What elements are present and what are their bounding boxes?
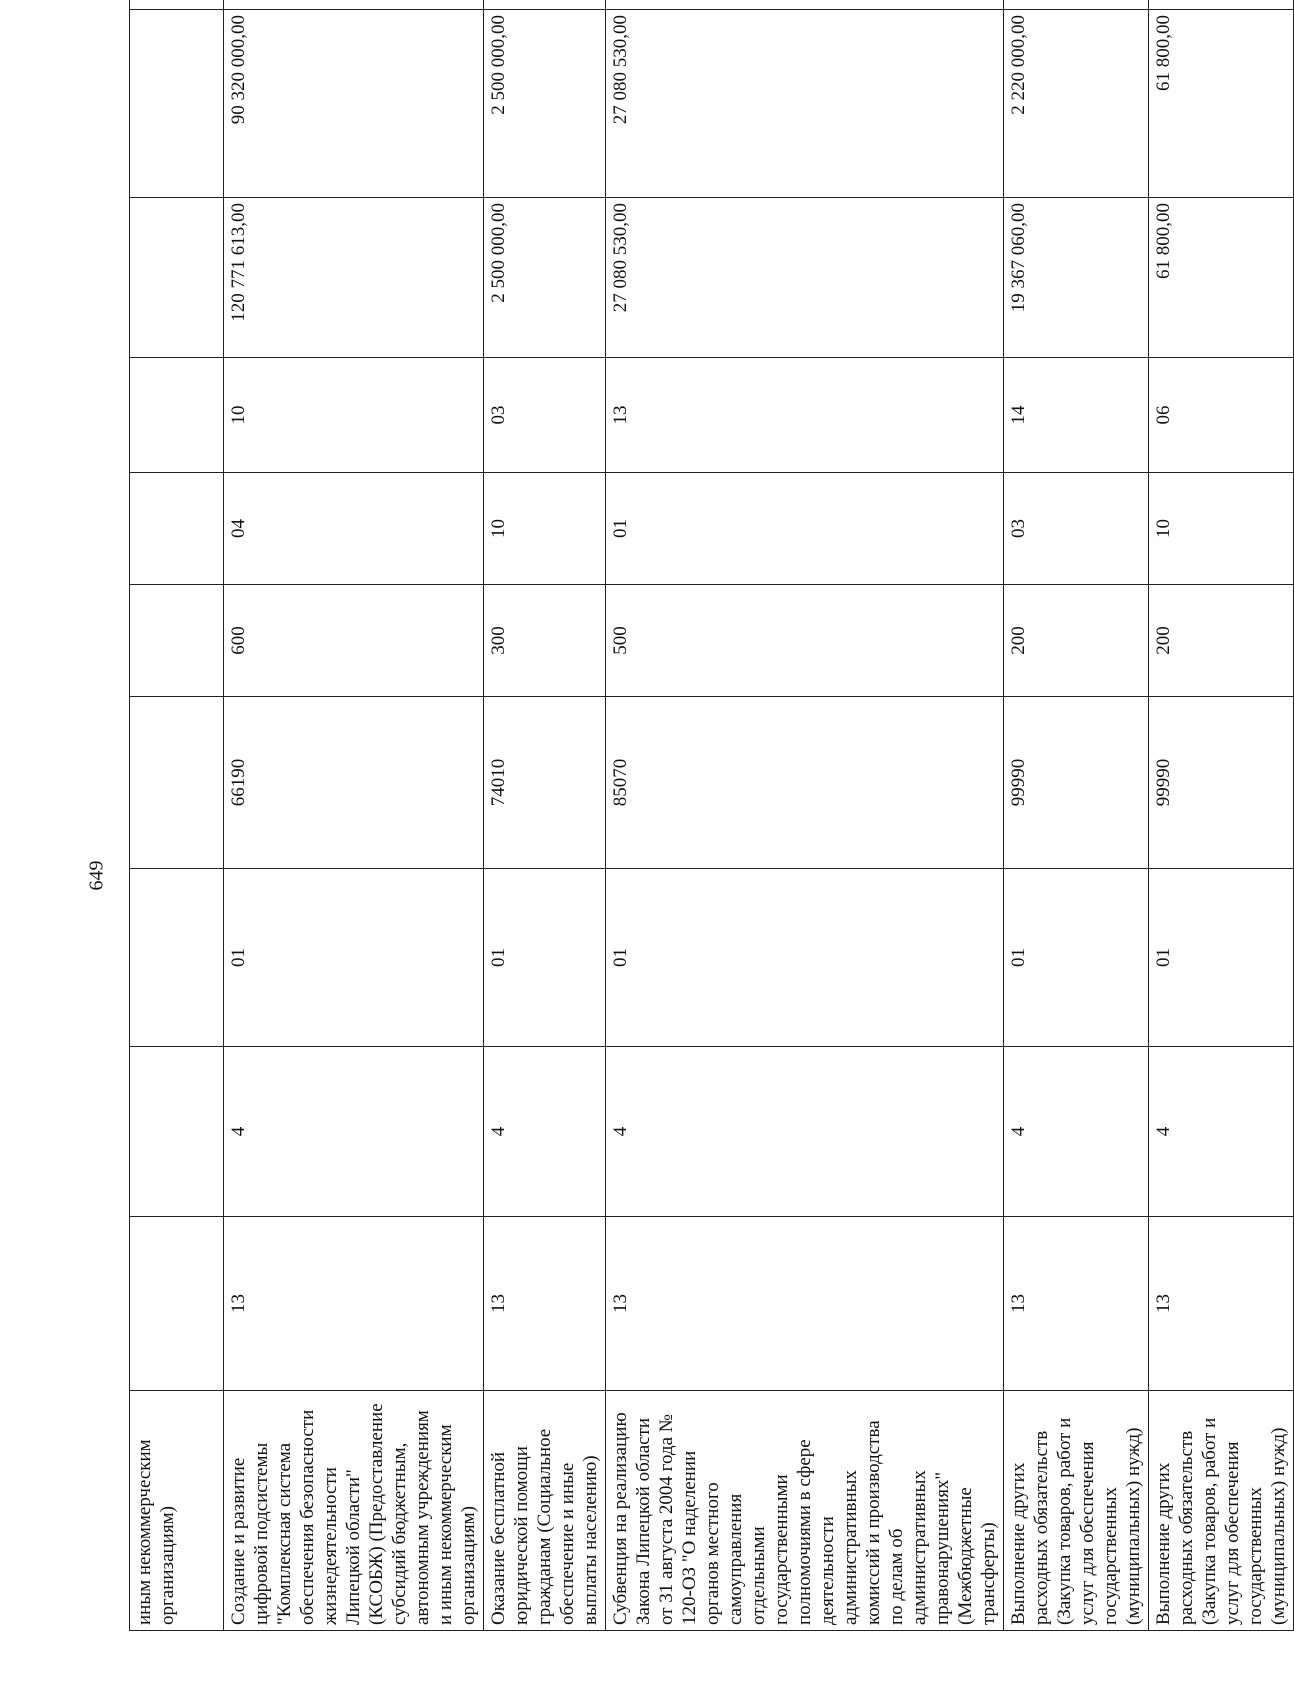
budget-table <box>129 0 1294 1631</box>
page-number: 649 <box>85 860 108 891</box>
cell-c6: 03 <box>1004 473 1149 585</box>
cell-amount-3 <box>1149 0 1294 10</box>
cell-c5 <box>130 585 224 697</box>
cell-c4: 99990 <box>1004 697 1149 869</box>
cell-c5: 500 <box>606 585 1004 697</box>
table-row <box>606 0 1004 1631</box>
cell-c1: 13 <box>224 1217 484 1391</box>
cell-amount-2: 2 500 000,00 <box>484 10 606 198</box>
cell-c3 <box>130 869 224 1047</box>
cell-amount-2: 2 220 000,00 <box>1004 10 1149 198</box>
cell-amount-1: 2 500 000,00 <box>484 198 606 358</box>
row-description: Субвенция на реализацию Закона Липецкой области от 31 августа 2004 года № 120-ОЗ "О наделении органов местного самоуправления отдельными государственными полномочиями в сфере деятельности административных комиссий и производства по делам об административных правонарушениях" (Межбюджетные трансферты) <box>606 1391 1004 1631</box>
cell-c5: 300 <box>484 585 606 697</box>
cell-c7: 03 <box>484 358 606 473</box>
cell-c4: 99990 <box>1149 697 1294 869</box>
cell-amount-2 <box>130 10 224 198</box>
cell-amount-3 <box>130 0 224 10</box>
cell-c1: 13 <box>484 1217 606 1391</box>
cell-c3: 01 <box>1149 869 1294 1047</box>
cell-c3: 01 <box>484 869 606 1047</box>
cell-c6 <box>130 473 224 585</box>
table-row <box>224 0 484 1631</box>
cell-c7: 14 <box>1004 358 1149 473</box>
row-description: Выполнение других расходных обязательств (Закупка товаров, работ и услуг для обеспечения государственных (муниципальных) нужд) <box>1149 1391 1294 1631</box>
budget-table-sheet <box>129 15 1289 1631</box>
cell-c2: 4 <box>484 1047 606 1217</box>
cell-c4 <box>130 697 224 869</box>
cell-c5: 600 <box>224 585 484 697</box>
row-description: Создание и развитие цифровой подсистемы "Комплексная система обеспечения безопасности жизнедеятельности Липецкой области" (КСОБЖ) (Предоставление субсидий бюджетным, автономным учреждениям и иным некоммерческим организациям) <box>224 1391 484 1631</box>
cell-c5: 200 <box>1004 585 1149 697</box>
table-row <box>1149 0 1294 1631</box>
table-row <box>1004 0 1149 1631</box>
cell-c1: 13 <box>1149 1217 1294 1391</box>
cell-c6: 10 <box>1149 473 1294 585</box>
cell-c7: 10 <box>224 358 484 473</box>
cell-c7: 13 <box>606 358 1004 473</box>
cell-c2 <box>130 1047 224 1217</box>
cell-amount-2: 61 800,00 <box>1149 10 1294 198</box>
cell-amount-3 <box>484 0 606 10</box>
cell-amount-2: 90 320 000,00 <box>224 10 484 198</box>
cell-amount-1: 61 800,00 <box>1149 198 1294 358</box>
cell-c4: 66190 <box>224 697 484 869</box>
cell-c6: 01 <box>606 473 1004 585</box>
cell-amount-3 <box>224 0 484 10</box>
cell-c2: 4 <box>606 1047 1004 1217</box>
row-description: Оказание бесплатной юридической помощи гражданам (Социальное обеспечение и иные выплаты населению) <box>484 1391 606 1631</box>
cell-c3: 01 <box>224 869 484 1047</box>
cell-c7 <box>130 358 224 473</box>
cell-c7: 06 <box>1149 358 1294 473</box>
cell-c3: 01 <box>1004 869 1149 1047</box>
cell-c1 <box>130 1217 224 1391</box>
cell-c6: 10 <box>484 473 606 585</box>
cell-amount-3 <box>606 0 1004 10</box>
cell-c3: 01 <box>606 869 1004 1047</box>
cell-c4: 85070 <box>606 697 1004 869</box>
cell-c2: 4 <box>224 1047 484 1217</box>
cell-amount-3 <box>1004 0 1149 10</box>
cell-amount-1 <box>130 198 224 358</box>
cell-c4: 74010 <box>484 697 606 869</box>
cell-amount-1: 19 367 060,00 <box>1004 198 1149 358</box>
row-description: иным некоммерческим организациям) <box>130 1391 224 1631</box>
cell-c2: 4 <box>1149 1047 1294 1217</box>
cell-amount-1: 120 771 613,00 <box>224 198 484 358</box>
cell-c5: 200 <box>1149 585 1294 697</box>
table-row <box>130 0 224 1631</box>
cell-c2: 4 <box>1004 1047 1149 1217</box>
rotated-table-container <box>129 15 1289 1631</box>
cell-c6: 04 <box>224 473 484 585</box>
cell-c1: 13 <box>1004 1217 1149 1391</box>
cell-amount-1: 27 080 530,00 <box>606 198 1004 358</box>
table-row <box>484 0 606 1631</box>
row-description: Выполнение других расходных обязательств (Закупка товаров, работ и услуг для обеспечения государственных (муниципальных) нужд) <box>1004 1391 1149 1631</box>
cell-c1: 13 <box>606 1217 1004 1391</box>
cell-amount-2: 27 080 530,00 <box>606 10 1004 198</box>
